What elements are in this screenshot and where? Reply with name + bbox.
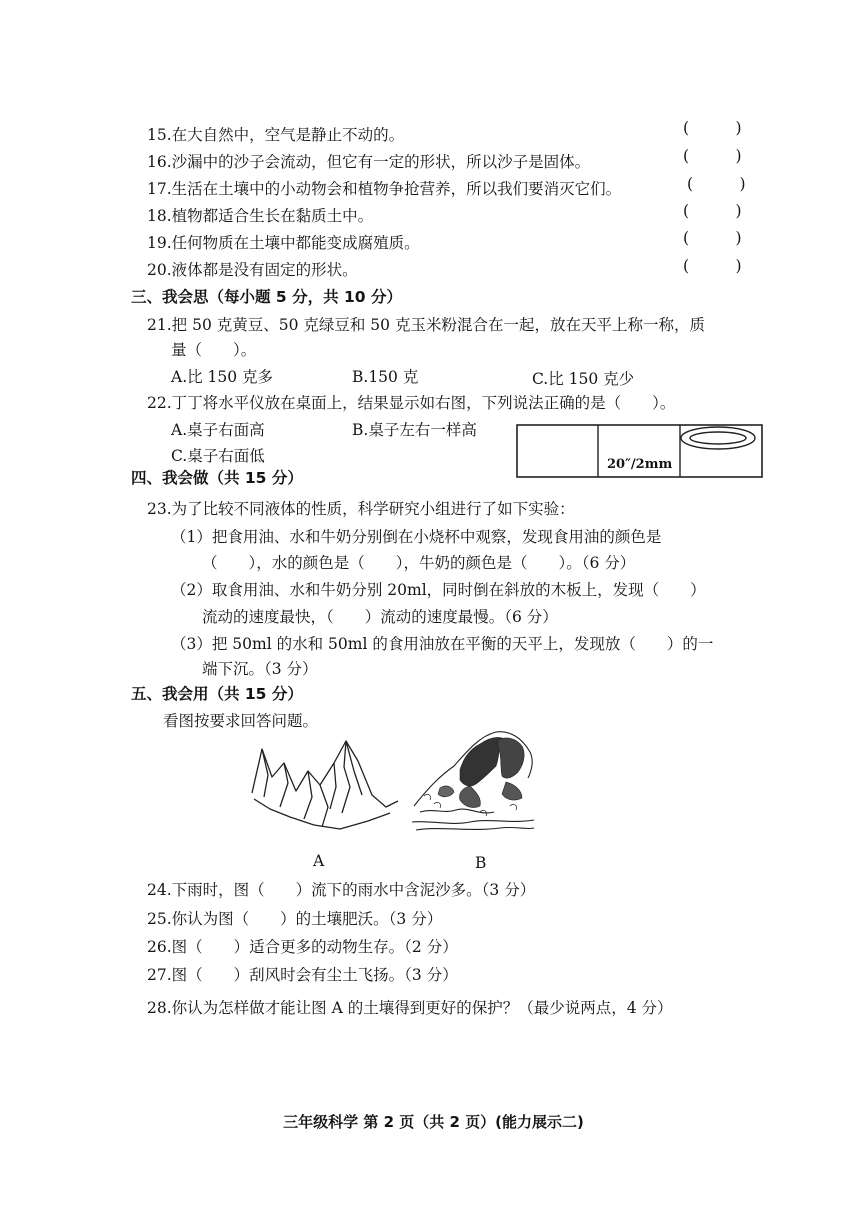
- question-27: 27.图（ ）刮风时会有尘土飞扬。（3 分）: [147, 966, 458, 984]
- answer-paren-15[interactable]: ( ): [683, 119, 742, 137]
- question-22: 22.丁丁将水平仪放在桌面上，结果显示如右图，下列说法正确的是（ ）。: [147, 394, 676, 412]
- question-21-line2: 量（ ）。: [171, 341, 257, 359]
- option-22-c[interactable]: C.桌子右面低: [171, 447, 265, 465]
- tf-item-20: 20.液体都是没有固定的形状。: [147, 261, 358, 279]
- answer-paren-19[interactable]: ( ): [683, 229, 742, 247]
- section-3-title: 三、我会思（每小题 5 分，共 10 分）: [131, 288, 402, 306]
- answer-paren-20[interactable]: ( ): [683, 257, 742, 275]
- section-5-intro: 看图按要求回答问题。: [163, 712, 319, 730]
- tf-item-15: 15.在大自然中，空气是静止不动的。: [147, 126, 405, 144]
- figure-b-forested-mountain: [410, 726, 537, 834]
- tf-item-19: 19.任何物质在土壤中都能变成腐殖质。: [147, 234, 420, 252]
- tf-item-16: 16.沙漏中的沙子会流动，但它有一定的形状，所以沙子是固体。: [147, 153, 591, 171]
- option-21-b[interactable]: B.150 克: [352, 368, 419, 386]
- question-23: 23.为了比较不同液体的性质，科学研究小组进行了如下实验：: [147, 500, 575, 518]
- answer-paren-17[interactable]: ( ): [687, 175, 746, 193]
- question-28: 28.你认为怎样做才能让图 A 的土壤得到更好的保护？（最少说两点，4 分）: [147, 999, 673, 1017]
- option-22-a[interactable]: A.桌子右面高: [171, 421, 265, 439]
- question-23-2-line2: 流动的速度最快，（ ）流动的速度最慢。（6 分）: [202, 608, 558, 626]
- level-scale-label: 20″/2mm: [607, 457, 673, 472]
- question-24: 24.下雨时，图（ ）流下的雨水中含泥沙多。（3 分）: [147, 881, 536, 899]
- question-21-line1: 21.把 50 克黄豆、50 克绿豆和 50 克玉米粉混合在一起，放在天平上称一称，质: [147, 316, 705, 334]
- answer-paren-16[interactable]: ( ): [683, 147, 742, 165]
- page-footer: 三年级科学 第 2 页（共 2 页）(能力展示二): [283, 1113, 584, 1131]
- question-23-2-line1: （2）取食用油、水和牛奶分别 20ml，同时倒在斜放的木板上，发现（ ）: [171, 581, 706, 599]
- answer-paren-18[interactable]: ( ): [683, 202, 742, 220]
- spirit-level-figure: [516, 424, 763, 478]
- tf-item-18: 18.植物都适合生长在黏质土中。: [147, 207, 374, 225]
- question-25: 25.你认为图（ ）的土壤肥沃。（3 分）: [147, 910, 443, 928]
- question-23-1-line1: （1）把食用油、水和牛奶分别倒在小烧杯中观察，发现食用油的颜色是: [171, 528, 662, 546]
- option-21-c[interactable]: C.比 150 克少: [532, 370, 635, 388]
- figure-a-label: A: [313, 852, 325, 870]
- option-21-a[interactable]: A.比 150 克多: [171, 368, 274, 386]
- question-23-3-line1: （3）把 50ml 的水和 50ml 的食用油放在平衡的天平上，发现放（ ）的一: [171, 635, 714, 653]
- question-23-1-line2: （ ），水的颜色是（ ），牛奶的颜色是（ ）。（6 分）: [202, 554, 636, 572]
- figure-a-bare-mountains: [250, 737, 400, 831]
- figure-b-label: B: [475, 854, 487, 872]
- tf-item-17: 17.生活在土壤中的小动物会和植物争抢营养，所以我们要消灭它们。: [147, 180, 622, 198]
- section-5-title: 五、我会用（共 15 分）: [131, 685, 303, 703]
- question-26: 26.图（ ）适合更多的动物生存。（2 分）: [147, 938, 458, 956]
- section-4-title: 四、我会做（共 15 分）: [131, 469, 303, 487]
- option-22-b[interactable]: B.桌子左右一样高: [352, 421, 477, 439]
- question-23-3-line2: 端下沉。（3 分）: [202, 660, 318, 678]
